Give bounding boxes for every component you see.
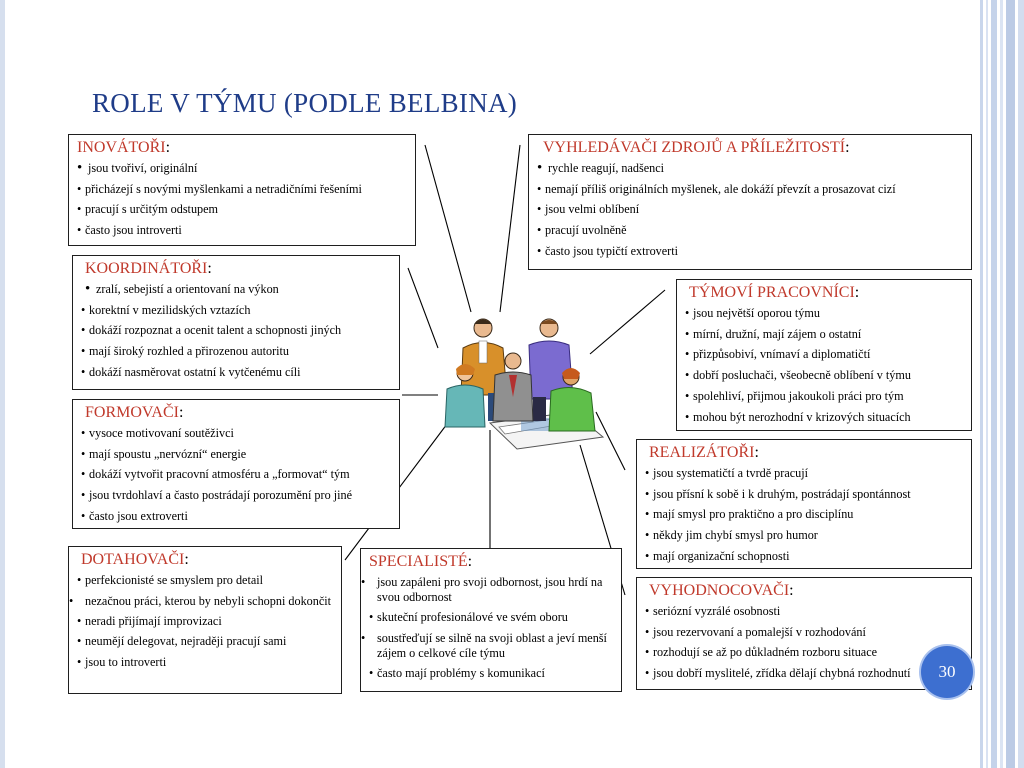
list-item: • nezačnou práci, kterou by nebyli schopni dokončit (69, 593, 332, 608)
list-item: • jsou přísní k sobě i k druhým, postrádají spontánnost (645, 486, 911, 501)
role-list (537, 158, 965, 262)
role-box-inovatori (68, 134, 416, 246)
list-item: • často jsou extroverti (81, 508, 188, 523)
list-item: • zralí, sebejistí a orientovaní na výkon (85, 281, 279, 297)
list-item: • jsou systematičtí a tvrdě pracují (645, 466, 809, 480)
list-item: • jsou to introverti (77, 655, 167, 670)
role-title: FORMOVAČI: (85, 404, 184, 421)
role-list (69, 570, 335, 673)
list-item: • rozhodují se až po důkladném rozboru situace (645, 645, 878, 660)
list-item: • soustřeďují se silně na svoji oblast a jeví menší zájem o celkové cíle týmu (361, 630, 607, 660)
list-item: • perfekcionisté se smyslem pro detail (77, 573, 264, 587)
role-title: REALIZÁTOŘI: (649, 444, 759, 461)
list-item: • dokáží vytvořit pracovní atmosféru a „formovat“ tým (81, 467, 350, 482)
role-title: KOORDINÁTOŘI: (85, 260, 212, 277)
role-list (645, 463, 965, 567)
list-item: • seriózní vyzrálé osobnosti (645, 604, 781, 618)
role-list (645, 601, 965, 684)
role-title: DOTAHOVAČI: (81, 551, 189, 568)
list-item: • pracují uvolněně (537, 223, 627, 238)
list-item: • jsou tvrdohlaví a často postrádají porozumění pro jiné (81, 488, 352, 503)
list-item: • spolehliví, přijmou jakoukoli práci pro tým (685, 388, 904, 403)
list-item: • korektní v mezilidských vztazích (81, 302, 251, 317)
role-list (81, 423, 393, 527)
list-item: • mohou být nerozhodní v krizových situacích (685, 409, 911, 424)
list-item: • jsou dobří myslitelé, zřídka dělají chybná rozhodnutí (645, 666, 911, 681)
list-item: • mírní, družní, mají zájem o ostatní (685, 326, 862, 341)
list-item: • mají spoustu „nervózní“ energie (81, 446, 247, 461)
role-box-specialiste (360, 548, 622, 692)
list-item: • vysoce motivovaní soutěživci (81, 426, 234, 440)
role-box-koordinatori (72, 255, 400, 390)
list-item: • jsou velmi oblíbení (537, 202, 640, 217)
slide-title: ROLE V TÝMU (PODLE BELBINA) (92, 88, 518, 118)
list-item: • jsou zapáleni pro svoji odbornost, jsou hrdí na svou odbornost (361, 575, 603, 604)
list-item: • skuteční profesionálové ve svém oboru (369, 610, 568, 624)
role-title: VYHODNOCOVAČI: (649, 582, 794, 599)
list-item: • často mají problémy s komunikací (369, 665, 545, 680)
list-item: • dobří posluchači, všeobecně oblíbení v týmu (685, 368, 911, 383)
list-item: • neumějí delegovat, nejraději pracují sami (77, 634, 287, 649)
role-box-dotahovaci (68, 546, 342, 694)
role-box-vyhledavaci (528, 134, 972, 270)
list-item: • nemají příliš originálních myšlenek, ale dokáží převzít a prosazovat cizí (537, 181, 896, 196)
page-number-badge: 30 (921, 646, 973, 698)
role-list (685, 303, 965, 427)
list-item: • jsou největší oporou týmu (685, 306, 820, 320)
role-box-realizatori (636, 439, 972, 569)
role-title: VYHLEDÁVAČI ZDROJŮ A PŘÍLEŽITOSTÍ: (543, 139, 850, 156)
list-item: • přizpůsobiví, vnímaví a diplomatičtí (685, 347, 871, 362)
list-item: • mají smysl pro praktično a pro disciplínu (645, 507, 854, 522)
list-item: • neradi přijímají improvizaci (77, 613, 222, 628)
role-list (361, 572, 615, 683)
team-meeting-clipart (425, 315, 610, 450)
list-item: • někdy jim chybí smysl pro humor (645, 528, 818, 543)
role-list (77, 158, 409, 241)
role-box-formovaci (72, 399, 400, 529)
list-item: • dokáží nasměrovat ostatní k vytčenému cíli (81, 364, 301, 379)
role-box-tymovi-pracovnici (676, 279, 972, 431)
list-item: • pracují s určitým odstupem (77, 202, 219, 217)
list-item: • jsou rezervovaní a pomalejší v rozhodování (645, 624, 866, 639)
role-title: TÝMOVÍ PRACOVNÍCI: (689, 284, 860, 301)
list-item: • přicházejí s novými myšlenkami a netradičními řešeními (77, 181, 362, 196)
list-item: • rychle reagují, nadšenci (537, 160, 665, 176)
role-title: INOVÁTOŘI: (77, 139, 171, 156)
list-item: • dokáží rozpoznat a ocenit talent a schopnosti jiných (81, 323, 342, 338)
list-item: • mají široký rozhled a přirozenou autoritu (81, 344, 290, 359)
list-item: • mají organizační schopnosti (645, 548, 790, 563)
list-item: • často jsou introverti (77, 223, 182, 238)
list-item: • jsou tvořiví, originální (77, 160, 198, 176)
role-list (81, 279, 393, 383)
list-item: • často jsou typičtí extroverti (537, 243, 679, 258)
role-title: SPECIALISTÉ: (369, 553, 473, 570)
